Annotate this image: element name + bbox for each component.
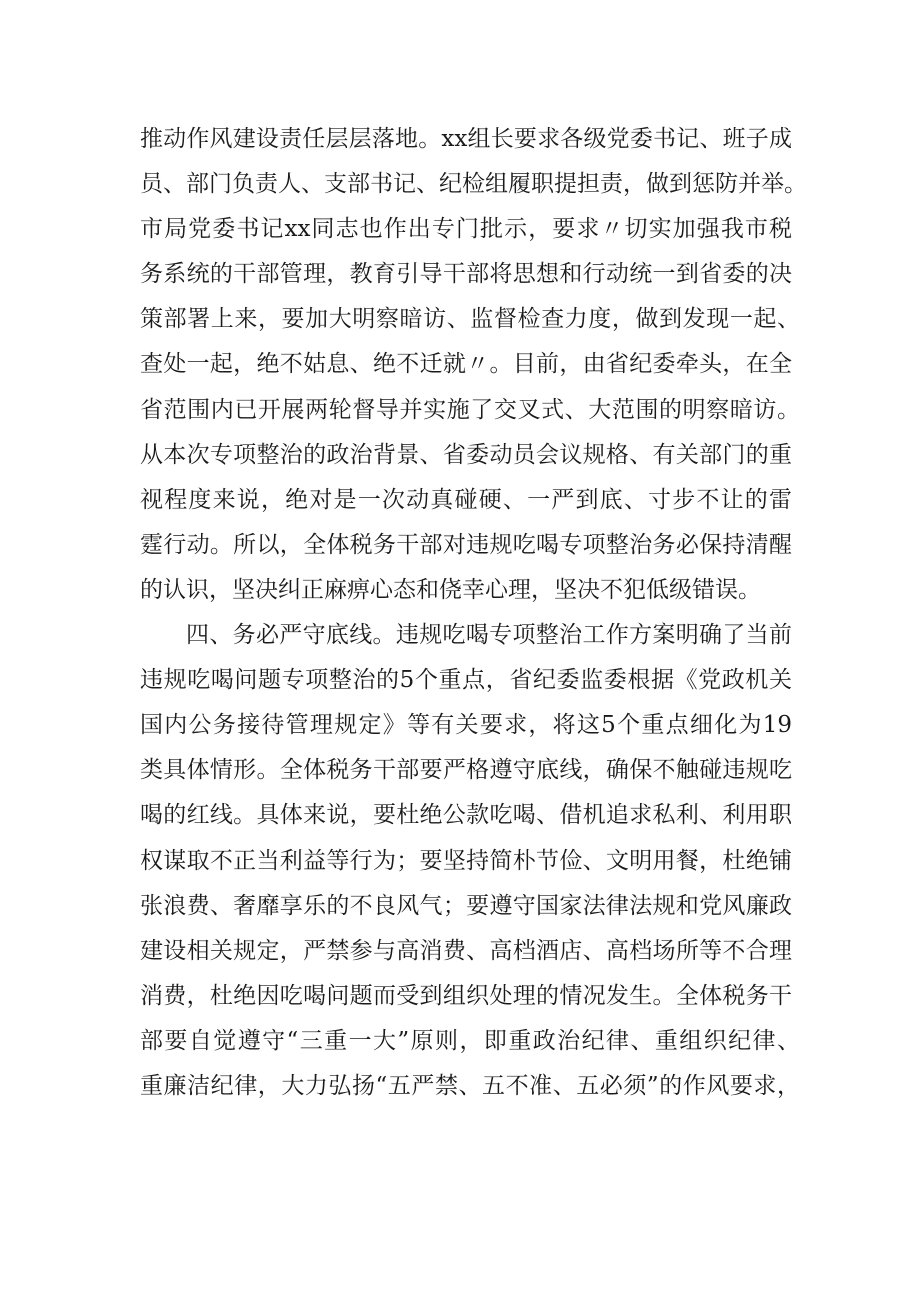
text-line: 违规吃喝问题专项整治的5个重点，省纪委监委根据《党政机关	[140, 667, 792, 694]
document-body	[140, 117, 807, 1109]
text-line: 员、部门负责人、支部书记、纪检组履职提担责，做到惩防并举。	[140, 171, 807, 198]
text-line: 视程度来说，绝对是一次动真碰硬、一严到底、寸步不让的雷	[140, 486, 792, 513]
text-line: 务系统的干部管理，教育引导干部将思想和行动统一到省委的决	[140, 261, 792, 288]
text-line: 从本次专项整治的政治背景、省委动员会议规格、有关部门的重	[140, 441, 792, 468]
text-line: 重廉洁纪律，大力弘扬“五严禁、五不准、五必须”的作风要求，	[140, 1072, 800, 1099]
text-line: 推动作风建设责任层层落地。xx组长要求各级党委书记、班子成	[140, 126, 792, 152]
text-line: 权谋取不正当利益等行为；要坚持简朴节俭、文明用餐，杜绝铺	[140, 847, 792, 874]
text-line: 省范围内已开展两轮督导并实施了交叉式、大范围的明察暗访。	[140, 396, 800, 423]
text-line: 市局党委书记xx同志也作出专门批示，要求〃切实加强我市税	[140, 216, 792, 243]
text-line: 张浪费、奢靡享乐的不良风气；要遵守国家法律法规和党风廉政	[140, 892, 792, 919]
text-line: 国内公务接待管理规定》等有关要求，将这5个重点细化为19	[140, 712, 792, 739]
text-line: 策部署上来，要加大明察暗访、监督检查力度，做到发现一起、	[140, 306, 800, 333]
text-line: 建设相关规定，严禁参与高消费、高档酒店、高档场所等不合理	[140, 937, 792, 964]
text-line: 霆行动。所以，全体税务干部对违规吃喝专项整治务必保持清醒	[140, 531, 792, 558]
text-line: 部要自觉遵守“三重一大”原则，即重政治纪律、重组织纪律、	[140, 1027, 800, 1054]
text-line: 消费，杜绝因吃喝问题而受到组织处理的情况发生。全体税务干	[140, 982, 792, 1009]
paragraph-start-line: 四、务必严守底线。违规吃喝专项整治工作方案明确了当前	[186, 622, 792, 649]
paragraph-end-line: 的认识，坚决纠正麻痹心态和侥幸心理，坚决不犯低级错误。	[140, 576, 761, 603]
text-line: 喝的红线。具体来说，要杜绝公款吃喝、借机追求私利、利用职	[140, 802, 792, 829]
text-line: 类具体情形。全体税务干部要严格遵守底线，确保不触碰违规吃	[140, 757, 792, 784]
text-line: 查处一起，绝不姑息、绝不迁就〃。目前，由省纪委牵头，在全	[140, 351, 792, 378]
